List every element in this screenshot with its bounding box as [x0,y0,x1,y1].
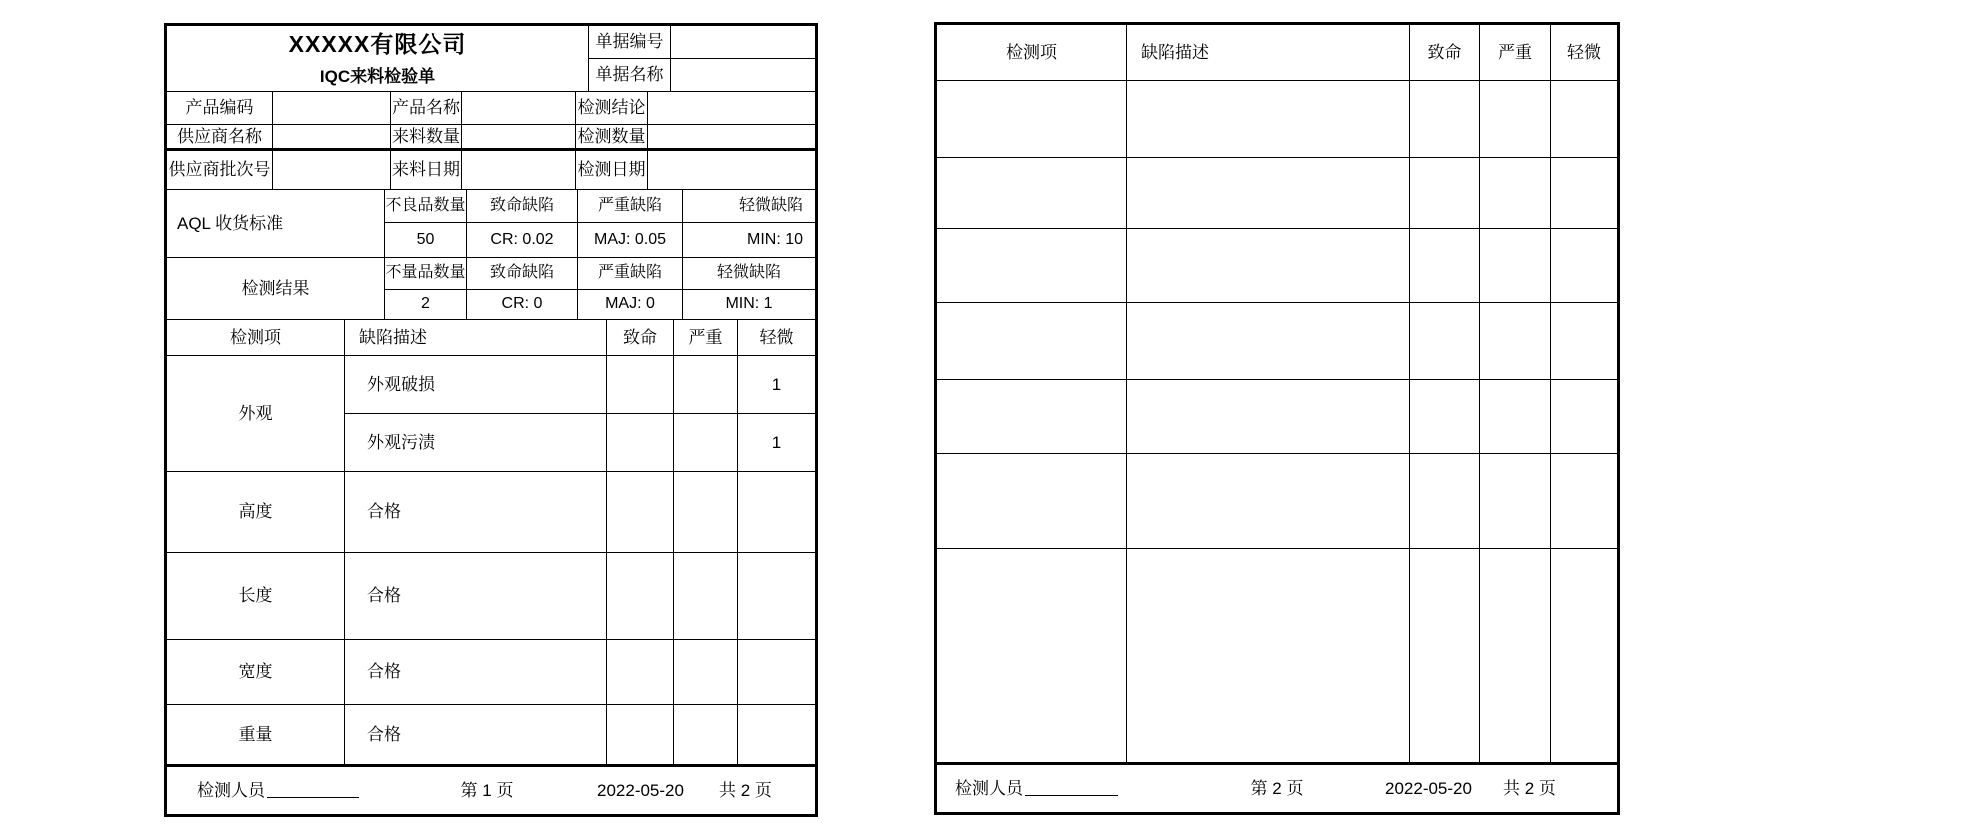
empty-cell [1551,81,1617,158]
inspector-signature[interactable] [955,765,1195,812]
inspect-qty-label: 检测数量 [576,125,648,151]
empty-cell [1127,229,1410,303]
empty-cell [607,640,674,705]
signature-line[interactable] [267,784,359,798]
empty-cell [1127,454,1410,549]
empty-cell [607,553,674,640]
empty-cell [1410,380,1480,454]
total-pages: 共 2 页 [1503,778,1556,798]
empty-cell [1480,454,1551,549]
doc-no-label: 单据编号 [589,26,671,59]
result-label: 检测结果 [167,258,385,320]
empty-cell [1551,549,1617,765]
aql-minor-header: 轻微缺陷 [683,190,815,223]
table-header-critical: 致命 [607,320,674,356]
incoming-qty-field[interactable] [462,125,576,151]
result-critical-value: CR: 0 [467,290,578,320]
minor-count-stain: 1 [738,414,815,472]
footer-date: 2022-05-20 [597,780,684,800]
empty-cell [1480,81,1551,158]
aql-major-header: 严重缺陷 [578,190,683,223]
item-appearance: 外观 [167,356,345,472]
total-pages: 共 2 页 [719,780,772,800]
footer-date: 2022-05-20 [1385,778,1472,798]
product-name-label: 产品名称 [391,92,462,125]
empty-cell [607,472,674,553]
table-header-critical: 致命 [1410,25,1480,81]
empty-cell [674,640,738,705]
inspector-signature[interactable] [197,767,417,814]
defect-desc-stain: 外观污渍 [345,414,607,472]
empty-cell [1127,303,1410,380]
page-number: 第 2 页 [1250,778,1304,798]
empty-cell [1127,380,1410,454]
aql-critical-value: CR: 0.02 [467,223,578,258]
defect-desc-damage: 外观破损 [345,356,607,414]
supplier-name-field[interactable] [273,125,391,151]
empty-cell [1480,303,1551,380]
page-number: 第 1 页 [460,780,514,800]
inspector-label: 检测人员 [955,778,1023,798]
result-major-value: MAJ: 0 [578,290,683,320]
item-weight: 重量 [167,705,345,767]
empty-cell [738,553,815,640]
doc-name-field[interactable] [671,59,815,92]
aql-standard-label: AQL 收货标准 [167,190,385,258]
item-length: 长度 [167,553,345,640]
aql-minor-value: MIN: 10 [683,223,815,258]
form-title-block [167,26,589,92]
empty-cell [1127,81,1410,158]
inspector-label: 检测人员 [197,780,265,800]
table-header-item: 检测项 [937,25,1127,81]
doc-no-field[interactable] [671,26,815,59]
incoming-date-label: 来料日期 [391,151,462,190]
empty-cell [738,705,815,767]
empty-cell [937,303,1127,380]
empty-cell [607,356,674,414]
desc-height: 合格 [345,472,607,553]
result-minor-value: MIN: 1 [683,290,815,320]
page-1 [164,23,818,817]
minor-count-damage: 1 [738,356,815,414]
inspect-date-label: 检测日期 [576,151,648,190]
empty-cell [937,454,1127,549]
empty-cell [1410,303,1480,380]
empty-cell [1127,158,1410,229]
supplier-batch-label: 供应商批次号 [167,151,273,190]
empty-cell [1480,229,1551,303]
desc-width: 合格 [345,640,607,705]
result-minor-header: 轻微缺陷 [683,258,815,290]
empty-cell [674,356,738,414]
page-2 [934,22,1620,815]
inspect-qty-field[interactable] [648,125,815,151]
table-header-minor: 轻微 [1551,25,1617,81]
desc-length: 合格 [345,553,607,640]
conclusion-label: 检测结论 [576,92,648,125]
product-code-label: 产品编码 [167,92,273,125]
aql-defective-qty-header: 不良品数量 [385,190,467,223]
table-header-major: 严重 [1480,25,1551,81]
aql-defective-qty-value: 50 [385,223,467,258]
empty-cell [1410,81,1480,158]
table-header-minor: 轻微 [738,320,815,356]
table-header-desc: 缺陷描述 [1127,25,1410,81]
result-defective-qty-value: 2 [385,290,467,320]
empty-cell [937,380,1127,454]
empty-cell [1551,229,1617,303]
empty-cell [607,705,674,767]
empty-cell [607,414,674,472]
empty-cell [1480,549,1551,765]
empty-cell [1410,158,1480,229]
empty-cell [937,549,1127,765]
empty-cell [1551,303,1617,380]
incoming-qty-label: 来料数量 [391,125,462,151]
supplier-name-label: 供应商名称 [167,125,273,151]
empty-cell [1127,549,1410,765]
signature-line[interactable] [1025,782,1118,796]
aql-major-value: MAJ: 0.05 [578,223,683,258]
aql-critical-header: 致命缺陷 [467,190,578,223]
empty-cell [937,158,1127,229]
item-height: 高度 [167,472,345,553]
empty-cell [738,640,815,705]
table-header-major: 严重 [674,320,738,356]
result-critical-header: 致命缺陷 [467,258,578,290]
result-major-header: 严重缺陷 [578,258,683,290]
conclusion-field[interactable] [648,92,815,125]
empty-cell [738,472,815,553]
supplier-batch-field[interactable] [273,151,391,190]
empty-cell [1551,454,1617,549]
table-header-desc: 缺陷描述 [345,320,607,356]
empty-cell [674,472,738,553]
company-name: XXXXX有限公司 [288,30,467,57]
empty-cell [1410,549,1480,765]
empty-cell [674,414,738,472]
inspect-date-field[interactable] [648,151,815,190]
empty-cell [1410,454,1480,549]
form-title: IQC来料检验单 [319,66,436,86]
desc-weight: 合格 [345,705,607,767]
product-code-field[interactable] [273,92,391,125]
empty-cell [674,553,738,640]
empty-cell [937,81,1127,158]
incoming-date-field[interactable] [462,151,576,190]
table-header-item: 检测项 [167,320,345,356]
empty-cell [937,229,1127,303]
result-defective-qty-header: 不量品数量 [385,258,467,290]
empty-cell [1551,158,1617,229]
item-width: 宽度 [167,640,345,705]
empty-cell [1480,158,1551,229]
empty-cell [674,705,738,767]
product-name-field[interactable] [462,92,576,125]
doc-name-label: 单据名称 [589,59,671,92]
empty-cell [1410,229,1480,303]
empty-cell [1551,380,1617,454]
empty-cell [1480,380,1551,454]
